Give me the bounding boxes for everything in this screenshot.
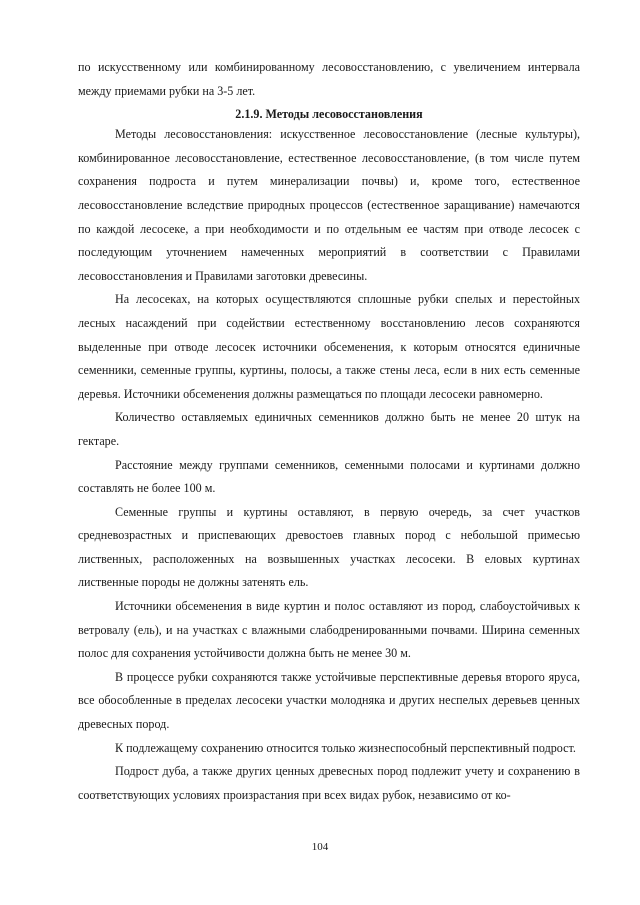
- document-page: [78, 56, 580, 807]
- page-number: 104: [311, 841, 329, 853]
- paragraph-undergrowth: К подлежащему сохранению относится только жизнеспособный перспективный подрост.: [115, 740, 576, 755]
- section-heading: 2.1.9. Методы лесовосстановления: [235, 107, 423, 122]
- paragraph-seed-tree-count: Количество оставляемых единичных семенников должно быть не менее 20 штук на гектаре.: [78, 410, 580, 448]
- intro-paragraph: по искусственному или комбинированному лесовосстановлению, с увеличением интервала между приемами рубки на 3-5 лет.: [78, 60, 580, 98]
- paragraph-methods: Методы лесовосстановления: искусственное лесовосстановление (лесные культуры), комбинированное лесовосстановление, естественное лесовосстановление, (в том числе путем сохранения подроста и путем минерализации почвы) и, кроме того, естественное лесовосстановление вследствие природных процессов (естественное заращивание) намечаются по каждой лесосеке, а при необходимости и по отдельным ее частям при отводе лесосек с последующим уточнением намеченных мероприятий в соответствии с Правилами лесовосстановления и Правилами заготовки древесины.: [78, 127, 580, 283]
- paragraph-group-distance: Расстояние между группами семенников, семенными полосами и куртинами должно составлять не более 100 м.: [78, 457, 580, 496]
- paragraph-oak-undergrowth: Подрост дуба, а также других ценных древесных пород подлежит учету и сохранению в соответствующих условиях произрастания при всех видах рубок, независимо от ко-: [78, 764, 580, 802]
- paragraph-second-tier: В процессе рубки сохраняются также устойчивые перспективные деревья второго яруса, все обособленные в пределах лесосеки участки молодняка и других неспелых деревьев ценных древесных пород.: [78, 669, 580, 732]
- paragraph-seed-strips: Источники обсеменения в виде куртин и полос оставляют из пород, слабоустойчивых к ветровалу (ель), и на участках с влажными слабодренированными почвами. Ширина семенных полос для сохранения устойчивости должна быть не менее 30 м.: [78, 599, 580, 661]
- paragraph-seed-sources: На лесосеках, на которых осуществляются сплошные рубки спелых и перестойных лесных насаждений при содействии естественному восстановлению лесов сохраняются выделенные при отводе лесосек источники обсеменения, к которым относятся единичные семенники, семенные группы, куртины, полосы, а также стены леса, если в них есть семенные деревья. Источники обсеменения должны размещаться по площади лесосеки равномерно.: [78, 292, 580, 401]
- paragraph-seed-groups: Семенные группы и куртины оставляют, в первую очередь, за счет участков средневозрастных и приспевающих древостоев главных пород с небольшой примесью лиственных, расположенных на возвышенных участках лесосеки. В еловых куртинах лиственные породы не должны затенять ель.: [78, 504, 580, 590]
